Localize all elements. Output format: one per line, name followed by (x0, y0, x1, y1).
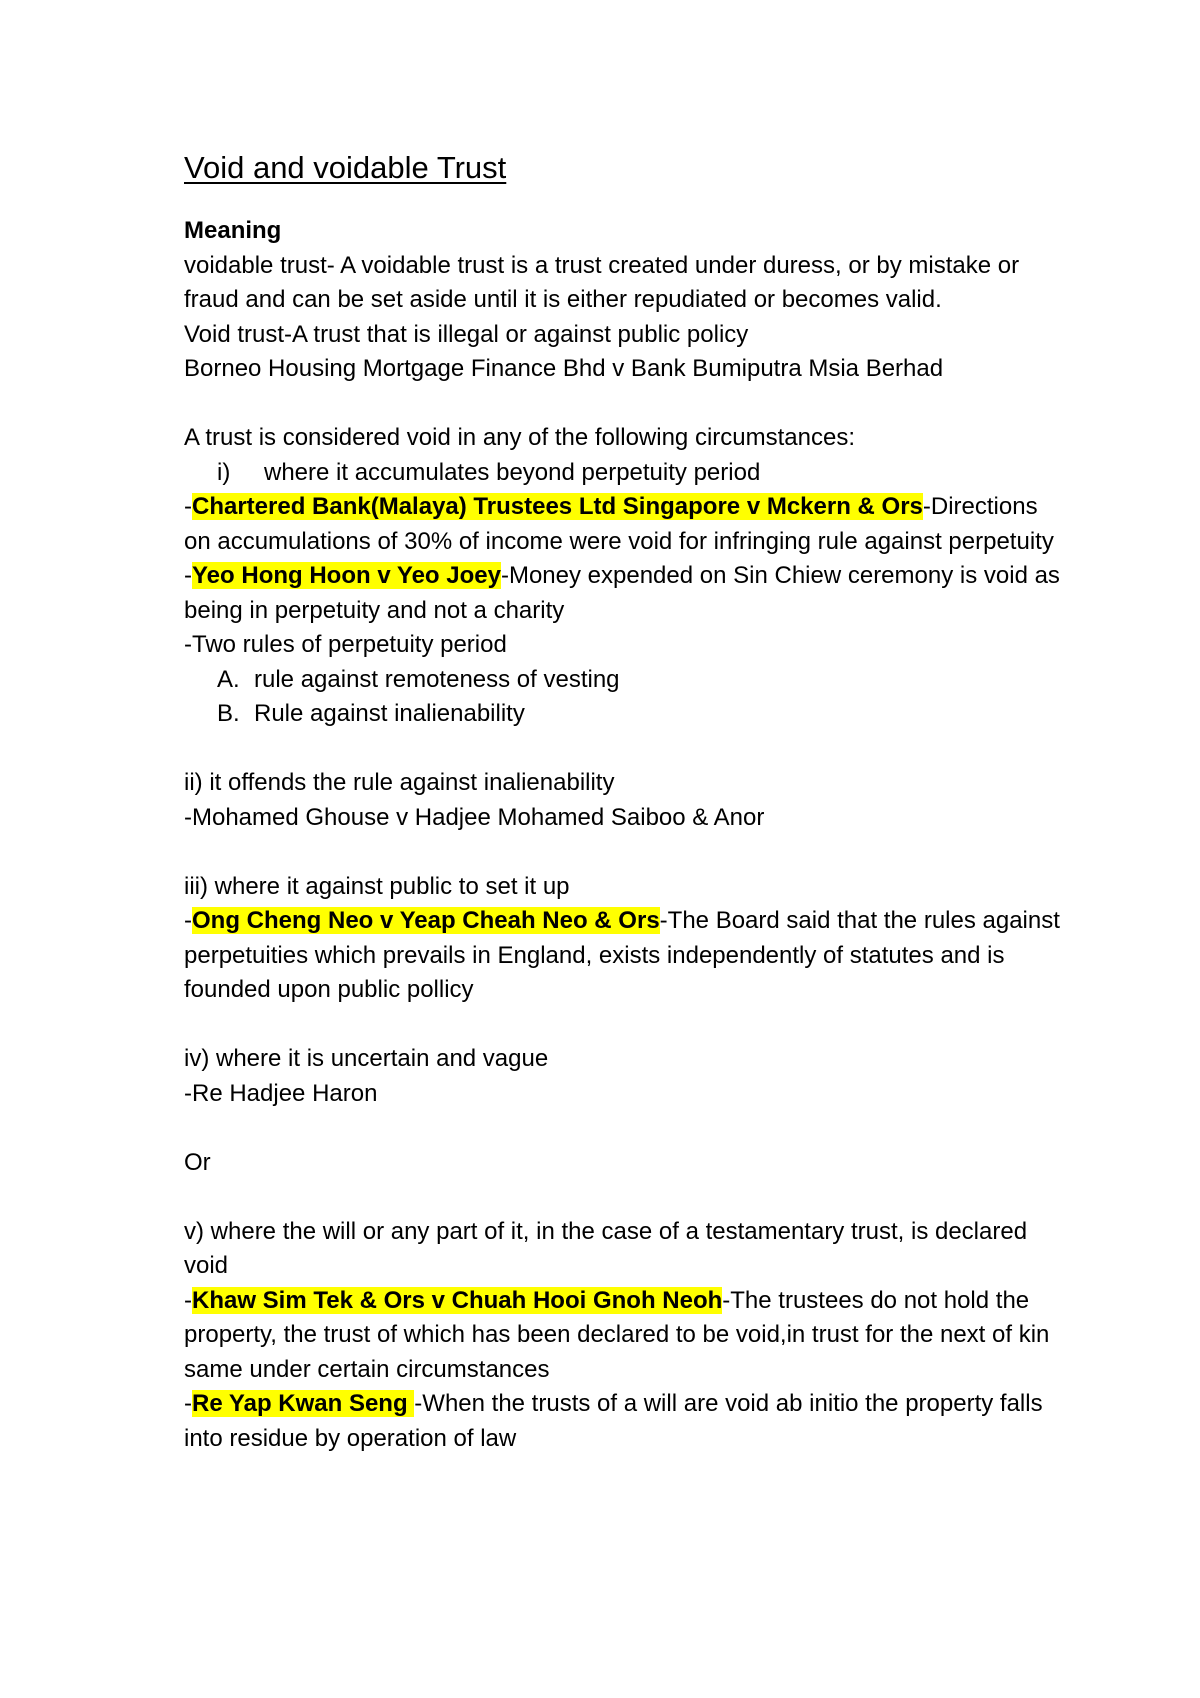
item-iii: iii) where it against public to set it up (184, 872, 570, 900)
list-text: rule against remoteness of vesting (254, 665, 620, 693)
case-description: -Directions on accumulations of 30% of income were void for infringing rule against perpetuity (184, 493, 1054, 555)
case-borneo: Borneo Housing Mortgage Finance Bhd v Bank Bumiputra Msia Berhad (184, 355, 944, 382)
spacer (184, 1180, 1064, 1215)
case-prefix: - (184, 562, 192, 589)
case-prefix: - (184, 1286, 192, 1314)
case-hadjee: -Re Hadjee Haron (184, 1079, 378, 1107)
case-yeo (184, 559, 1064, 628)
list-item-a (184, 663, 1064, 698)
list-text: where it accumulates beyond perpetuity period (264, 458, 761, 486)
list-marker: B. (217, 700, 240, 727)
case-description: -Money expended on Sin Chiew ceremony is void as being in perpetuity and not a charity (184, 562, 1060, 624)
list-marker: i) (217, 458, 231, 486)
voidable-definition: voidable trust- A voidable trust is a trust created under duress, or by mistake or fraud and can be set aside until it is either repudiated or becomes valid. (184, 251, 1020, 313)
or-word: Or (184, 1148, 211, 1176)
spacer (184, 835, 1064, 870)
case-prefix: - (184, 907, 192, 934)
case-prefix: - (184, 1390, 192, 1417)
case-name-highlight: Chartered Bank(Malaya) Trustees Ltd Singapore v Mckern & Ors (192, 493, 923, 520)
case-mohamed: -Mohamed Ghouse v Hadjee Mohamed Saiboo & Anor (184, 803, 765, 831)
case-prefix: - (184, 493, 192, 520)
case-description: -When the trusts of a will are void ab initio the property falls into residue by operation of law (184, 1390, 1043, 1452)
list-item-i (184, 456, 1064, 491)
list-item-b (184, 697, 1064, 732)
void-definition: Void trust-A trust that is illegal or against public policy (184, 320, 749, 348)
item-iv: iv) where it is uncertain and vague (184, 1045, 549, 1072)
item-ii: ii) it offends the rule against inalienability (184, 769, 615, 796)
case-name-highlight: Yeo Hong Hoon v Yeo Joey (192, 562, 501, 589)
document-body (184, 148, 1064, 1456)
spacer (184, 1111, 1064, 1146)
case-yap (184, 1387, 1064, 1456)
case-khaw (184, 1284, 1064, 1388)
spacer (184, 732, 1064, 767)
spacer (184, 387, 1064, 422)
case-ong (184, 904, 1064, 1008)
item-v: v) where the will or any part of it, in the case of a testamentary trust, is declared void (184, 1217, 1028, 1279)
spacer (184, 1008, 1064, 1043)
case-name-highlight: Khaw Sim Tek & Ors v Chuah Hooi Gnoh Neoh (192, 1286, 723, 1314)
case-description: -The Board said that the rules against perpetuities which prevails in England, exists independently of statutes and is founded upon public pollicy (184, 907, 1060, 1003)
two-rules: -Two rules of perpetuity period (184, 631, 507, 658)
case-description: -The trustees do not hold the property, the trust of which has been declared to be void,in trust for the next of kin same under certain circumstances (184, 1286, 1050, 1383)
meaning-heading: Meaning (184, 217, 282, 244)
circumstances-intro: A trust is considered void in any of the following circumstances: (184, 424, 855, 451)
case-name-highlight: Ong Cheng Neo v Yeap Cheah Neo & Ors (192, 907, 660, 934)
case-name-highlight: Re Yap Kwan Seng (192, 1390, 415, 1417)
case-chartered (184, 490, 1064, 559)
list-marker: A. (217, 665, 240, 693)
document-title: Void and voidable Trust (184, 150, 507, 185)
list-text: Rule against inalienability (254, 700, 525, 727)
